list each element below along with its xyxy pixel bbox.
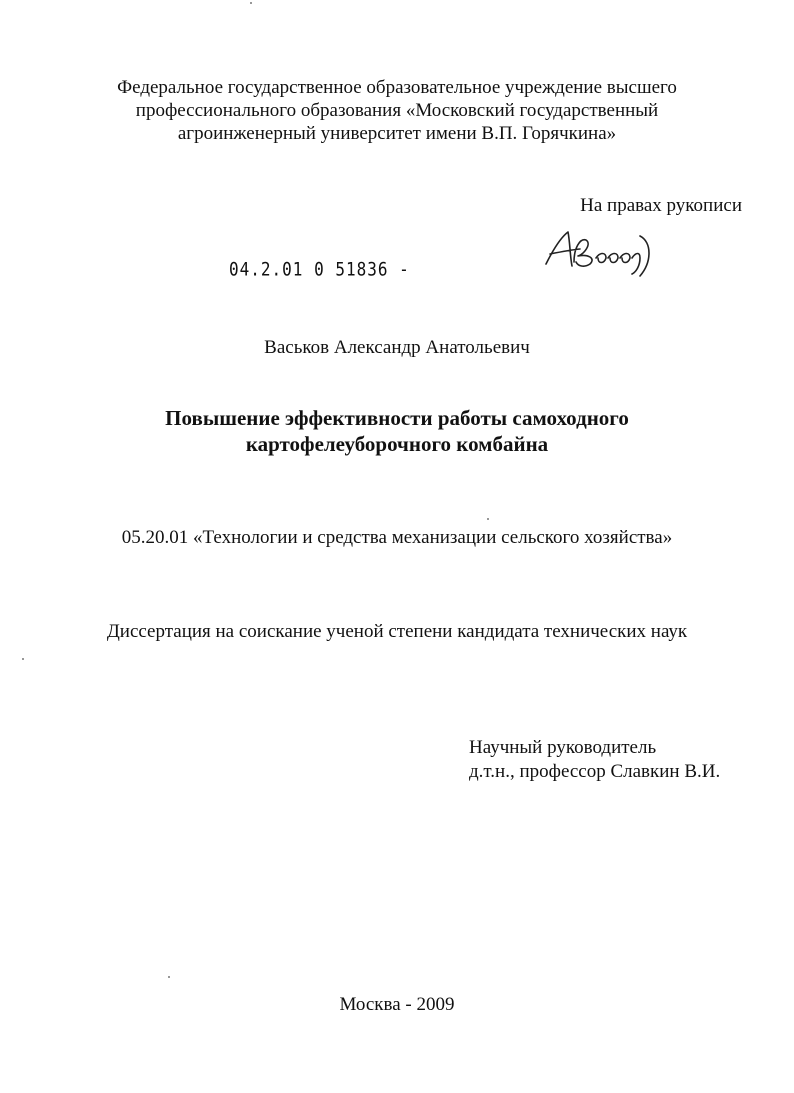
registration-code: 04.2.01 0 51836 - (229, 258, 410, 280)
scan-speck (22, 658, 24, 660)
institution-name (0, 76, 794, 145)
title-line-2: картофелеуборочного комбайна (245, 432, 549, 456)
title-line-1: Повышение эффективности работы самоходного (165, 406, 629, 430)
supervisor-name: д.т.н., профессор Славкин В.И. (469, 761, 721, 782)
scan-speck (250, 2, 252, 4)
dissertation-type: Диссертация на соискание ученой степени кандидата технических наук (106, 621, 688, 642)
institution-line-1: Федеральное государственное образовательное учреждение высшего (117, 77, 677, 98)
institution-line-2: профессионального образования «Московский государственный (135, 100, 659, 121)
rights-note: На правах рукописи (580, 195, 742, 216)
author-name: Васьков Александр Анатольевич (264, 337, 530, 358)
institution-line-3: агроинженерный университет имени В.П. Горячкина» (177, 123, 617, 144)
supervisor-label: Научный руководитель (469, 737, 657, 758)
city-and-year: Москва - 2009 (339, 994, 455, 1015)
scan-speck (168, 976, 170, 978)
specialty-code: 05.20.01 «Технологии и средства механизации сельского хозяйства» (121, 527, 673, 548)
scientific-supervisor (469, 736, 720, 784)
scan-speck (487, 518, 489, 520)
dissertation-title (0, 405, 794, 457)
handwritten-signature (540, 222, 655, 282)
